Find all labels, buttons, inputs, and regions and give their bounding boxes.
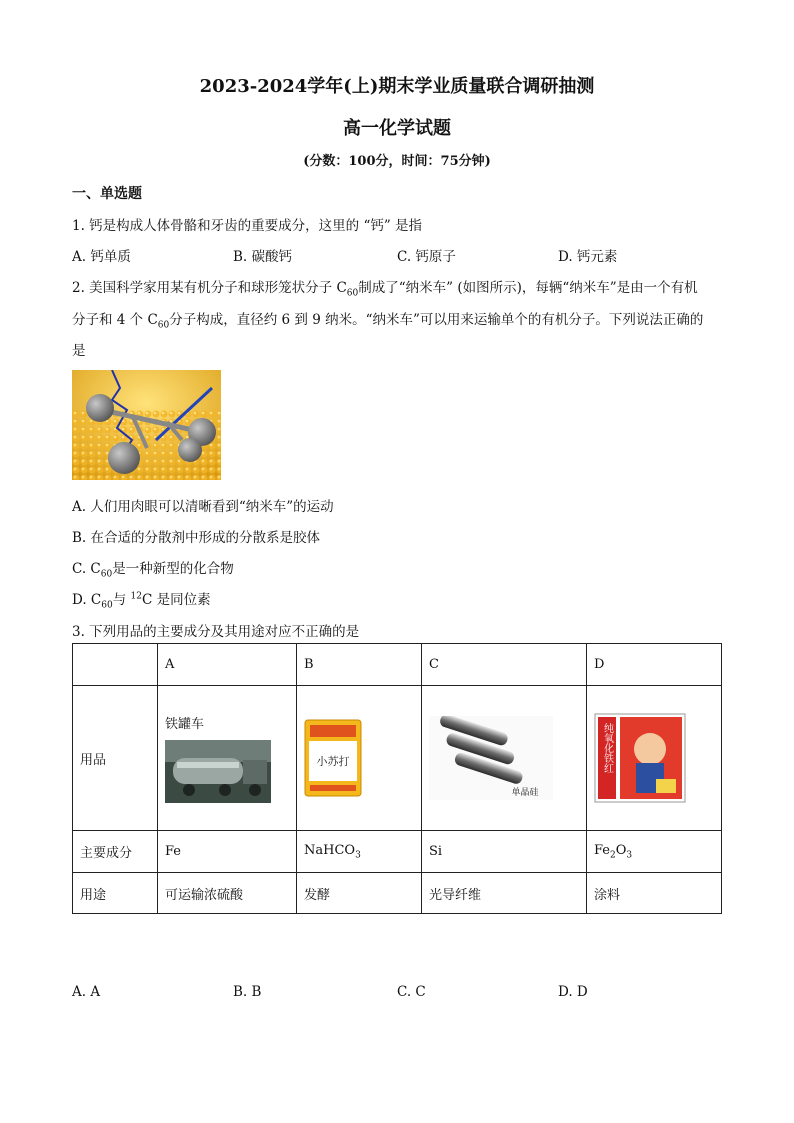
q1-option-b[interactable]: B. 碳酸钙: [233, 249, 293, 265]
header-cell-empty: [73, 644, 158, 686]
iron-red-label: 纯氧化铁红: [601, 723, 613, 773]
header-cell-d: D: [587, 644, 722, 686]
table-row-component: [73, 831, 722, 873]
component-cell-a: Fe: [158, 831, 297, 873]
table-header-row: [73, 644, 722, 686]
component-cell-c: Si: [422, 831, 587, 873]
q1-option-a[interactable]: A. 钙单质: [72, 249, 131, 265]
exam-subtitle: 高一化学试题: [343, 118, 451, 139]
silicon-label: 单晶硅: [511, 788, 539, 798]
q3-option-d[interactable]: D. D: [558, 984, 588, 1000]
q3-stem: 3. 下列用品的主要成分及其用途对应不正确的是: [72, 624, 360, 640]
nanocar-image: [72, 370, 221, 480]
product-cell-a: [158, 686, 297, 831]
header-cell-a: A: [158, 644, 297, 686]
component-cell-d: $Fe_2O_3$: [587, 831, 722, 873]
q3-option-c[interactable]: C. C: [397, 984, 426, 1000]
q2-stem-line3: 是: [72, 343, 86, 359]
silicon-image: [429, 716, 553, 800]
use-cell-b: 发酵: [297, 873, 422, 914]
product-cell-b: [297, 686, 422, 831]
section-heading: 一、单选题: [72, 186, 142, 202]
component-cell-b: NaHCO$_3$: [297, 831, 422, 873]
exam-meta: (分数：100分，时间：75分钟): [303, 154, 491, 169]
q3-option-b[interactable]: B. B: [233, 984, 262, 1000]
exam-title: 2023-2024学年(上)期末学业质量联合调研抽测: [199, 76, 595, 97]
q1-option-d[interactable]: D. 钙元素: [558, 249, 618, 265]
q1-stem: 1. 钙是构成人体骨骼和牙齿的重要成分，这里的 “钙” 是指: [72, 218, 423, 234]
q2-option-a[interactable]: A. 人们用肉眼可以清晰看到“纳米车”的运动: [72, 499, 334, 515]
q1-option-c[interactable]: C. 钙原子: [397, 249, 456, 265]
tank-truck-image: [165, 740, 271, 803]
q2-option-c[interactable]: C. $C_{60}$是一种新型的化合物: [72, 561, 234, 580]
use-cell-c: 光导纤维: [422, 873, 587, 914]
q3-option-a[interactable]: A. A: [72, 984, 101, 1000]
baking-soda-label: 小苏打: [316, 755, 350, 768]
product-cell-c: [422, 686, 587, 831]
row-label-component: 主要成分: [73, 831, 158, 873]
product-cell-d: [587, 686, 722, 831]
header-cell-c: C: [422, 644, 587, 686]
use-cell-a: 可运输浓硫酸: [158, 873, 297, 914]
q2-option-b[interactable]: B. 在合适的分散剂中形成的分散系是胶体: [72, 530, 321, 546]
q3-table: [72, 643, 722, 914]
iron-red-image: [594, 713, 686, 803]
q2-option-d[interactable]: D. $C_{60}$与 $^{12}$C 是同位素: [72, 591, 211, 611]
q2-stem-line1: 2. 美国科学家用某有机分子和球形笼状分子 $C_{60}$制成了“纳米车” (如图所示)，每辆“纳米车”是由一个有机: [72, 280, 698, 299]
q2-stem-line2: 分子和 4 个 $C_{60}$分子构成，直径约 6 到 9 纳米。“纳米车”可以用来运输单个的有机分子。下列说法正确的: [72, 312, 704, 331]
use-cell-d: 涂料: [587, 873, 722, 914]
row-label-use: 用途: [73, 873, 158, 914]
table-row-product: [73, 686, 722, 831]
table-row-use: [73, 873, 722, 914]
tank-truck-label: 铁罐车: [165, 717, 205, 732]
row-label-product: 用品: [73, 686, 158, 831]
baking-soda-image: [304, 719, 362, 797]
header-cell-b: B: [297, 644, 422, 686]
